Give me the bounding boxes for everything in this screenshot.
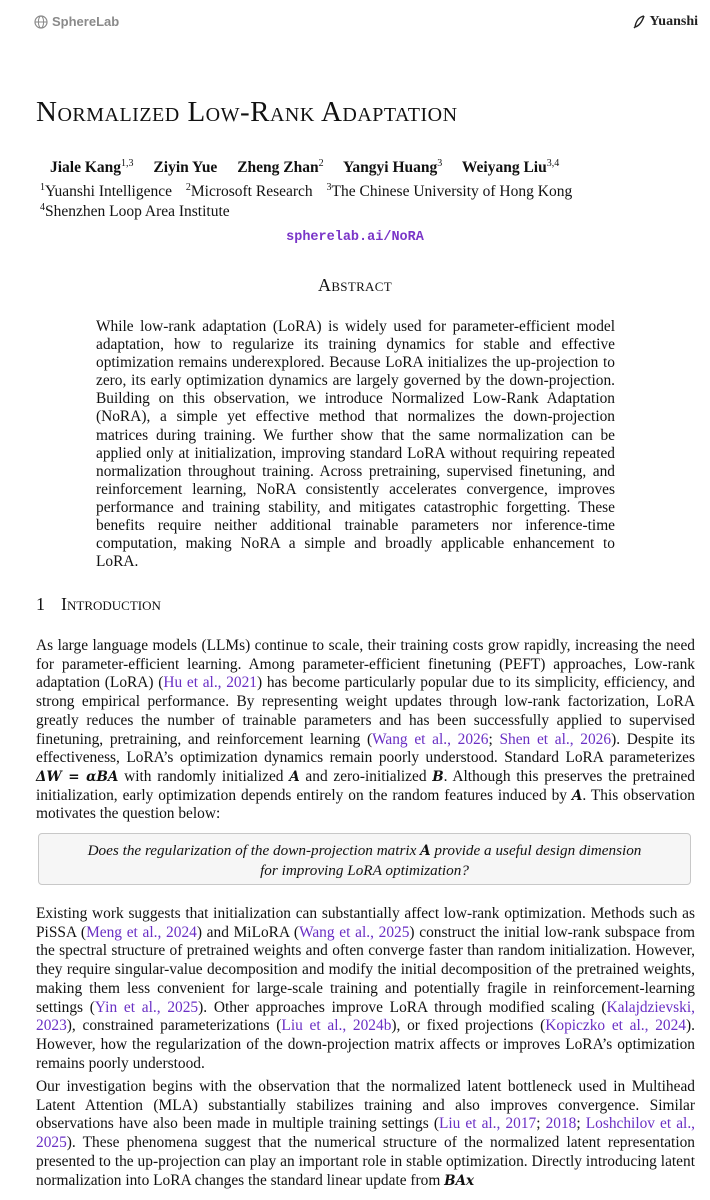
author-list — [50, 158, 575, 177]
abstract-heading: Abstract — [318, 275, 392, 295]
intro-paragraph-3: Our investigation begins with the observation that the normalized latent bottleneck used in Multihead Latent Attention (MLA) substantially stabilizes training and also improves convergence. Similar observations have also been made in multiple training settings (Liu et al., 2017; 2018; Loshchilov et al., 2025). These phenomena suggest that the numerical structure of the normalized latent representation presented to the up-projection can play an important role in stable optimization. Directly introducing latent normalization into LoRA changes the standard linear update from BAx — [36, 1078, 696, 1189]
affiliations-line-2 — [40, 202, 240, 221]
matrix-symbol: B — [432, 768, 444, 785]
citation-link[interactable]: Kopiczko et al., 2024 — [545, 1017, 686, 1035]
citation-link[interactable]: Yin et al., 2025 — [94, 998, 199, 1016]
affiliation: $^4$Shenzhen Loop Area Institute — [40, 202, 230, 221]
citation-link[interactable]: Wang et al., 2025 — [299, 923, 410, 941]
affiliation: $^3$The Chinese University of Hong Kong — [326, 182, 573, 201]
citation-link[interactable]: 2018 — [545, 1115, 577, 1133]
affiliations-line-1 — [40, 182, 582, 201]
feather-icon — [633, 15, 645, 29]
paper-title: Normalized Low-Rank Adaptation — [36, 96, 458, 128]
author: Ziyin Yue — [153, 159, 218, 177]
citation-link[interactable]: Loshchilov et al., 2025 — [36, 1115, 696, 1152]
citation-link[interactable]: Liu et al., 2017 — [438, 1115, 537, 1133]
author: Zheng Zhan$^2$ — [237, 158, 324, 177]
citation-link[interactable]: Kalajdzievski, 2023 — [36, 998, 695, 1035]
author: Jiale Kang$^{1,3}$ — [50, 158, 134, 177]
project-link[interactable]: spherelab.ai/NoRA — [286, 230, 424, 245]
section-number: 1 — [36, 594, 45, 614]
citation-link[interactable]: Liu et al., 2024b — [281, 1017, 392, 1035]
matrix-symbol: A — [571, 787, 583, 804]
citation-link[interactable]: Meng et al., 2024 — [86, 923, 197, 941]
brand-right: Yuanshi — [649, 14, 698, 29]
section-title: Introduction — [61, 594, 161, 614]
brand-left: SphereLab — [52, 14, 120, 29]
citation-link[interactable]: Shen et al., 2026 — [499, 730, 612, 748]
equation-inline: BAx — [444, 1172, 475, 1189]
spherelab-logo — [34, 14, 119, 29]
yuanshi-logo — [633, 14, 698, 30]
section-heading — [36, 594, 161, 615]
citation-link[interactable]: Wang et al., 2026 — [372, 730, 489, 748]
equation-inline: ΔW = αBA — [36, 768, 119, 785]
citation-link[interactable]: Hu et al., 2021 — [163, 674, 258, 692]
header-bar — [0, 12, 710, 36]
globe-icon — [34, 15, 48, 29]
affiliation: $^1$Yuanshi Intelligence — [40, 182, 172, 201]
author: Weiyang Liu$^{3,4}$ — [461, 158, 560, 177]
intro-paragraph-1: As large language models (LLMs) continue to scale, their training costs grow rapidly, increasing the need for parameter-efficient learning. Among parameter-efficient finetuning (PEFT) approaches, Low-rank adaptation (LoRA) (Hu et al., 2021) has become particularly popular due to its simplicity, efficiency, and strong empirical performance. By representing weight updates through low-rank factorization, LoRA greatly reduces the number of trainable parameters and has been successfully applied to supervised finetuning, pretraining, and reinforcement learning (Wang et al., 2026; Shen et al., 2026). Despite its effectiveness, LoRA’s optimization dynamics remain poorly understood. Standard LoRA parameterizes ΔW = αBA with randomly initialized A and zero-initialized B. Although this preserves the pretrained initialization, early optimization depends entirely on the random features induced by A. This observation motivates the question below: — [36, 637, 696, 823]
abstract-text: While low-rank adaptation (LoRA) is widely used for parameter-efficient model adaptation, how to regularize its training dynamics for stable and effective optimization remains underexplored. Because LoRA initializes the up-projection to zero, its early optimization dynamics are largely governed by the down-projection. Building on this observation, we introduce Normalized Low-Rank Adaptation (NoRA), a simple yet effective method that normalizes the down-projection matrices during training. We further show that the same normalization can be applied only at initialization, improving standard LoRA without requiring repeated normalization throughout training. Across pretraining, supervised finetuning, and reinforcement learning, NoRA consistently accelerates convergence, improves performance and training stability, and mitigates catastrophic forgetting. These benefits require neither additional trainable parameters nor inference-time computation, making NoRA a simple and broadly applicable enhancement to LoRA. — [96, 318, 615, 571]
affiliation: $^2$Microsoft Research — [185, 182, 313, 201]
matrix-symbol: A — [289, 768, 300, 785]
matrix-symbol: A — [420, 843, 431, 859]
research-question-box: Does the regularization of the down-projection matrix A provide a useful design dimension for improving LoRA optimization? — [38, 833, 691, 885]
author: Yangyi Huang$^3$ — [342, 158, 443, 177]
intro-paragraph-2: Existing work suggests that initialization can substantially affect low-rank optimization. Methods such as PiSSA (Meng et al., 2024) and MiLoRA (Wang et al., 2025) construct the initial low-rank subspace from the spectral structure of pretrained weights and often converge faster than random initialization. However, they require singular-value decomposition and modify the initial decomposition of the pretrained weights, making them less convenient for large-scale training and potentially fragile in reinforcement-learning settings (Yin et al., 2025). Other approaches improve LoRA through modified scaling (Kalajdzievski, 2023), constrained parameterizations (Liu et al., 2024b), or fixed projections (Kopiczko et al., 2024). However, how the regularization of the down-projection matrix affects or improves LoRA’s optimization remains poorly understood. — [36, 905, 696, 1072]
